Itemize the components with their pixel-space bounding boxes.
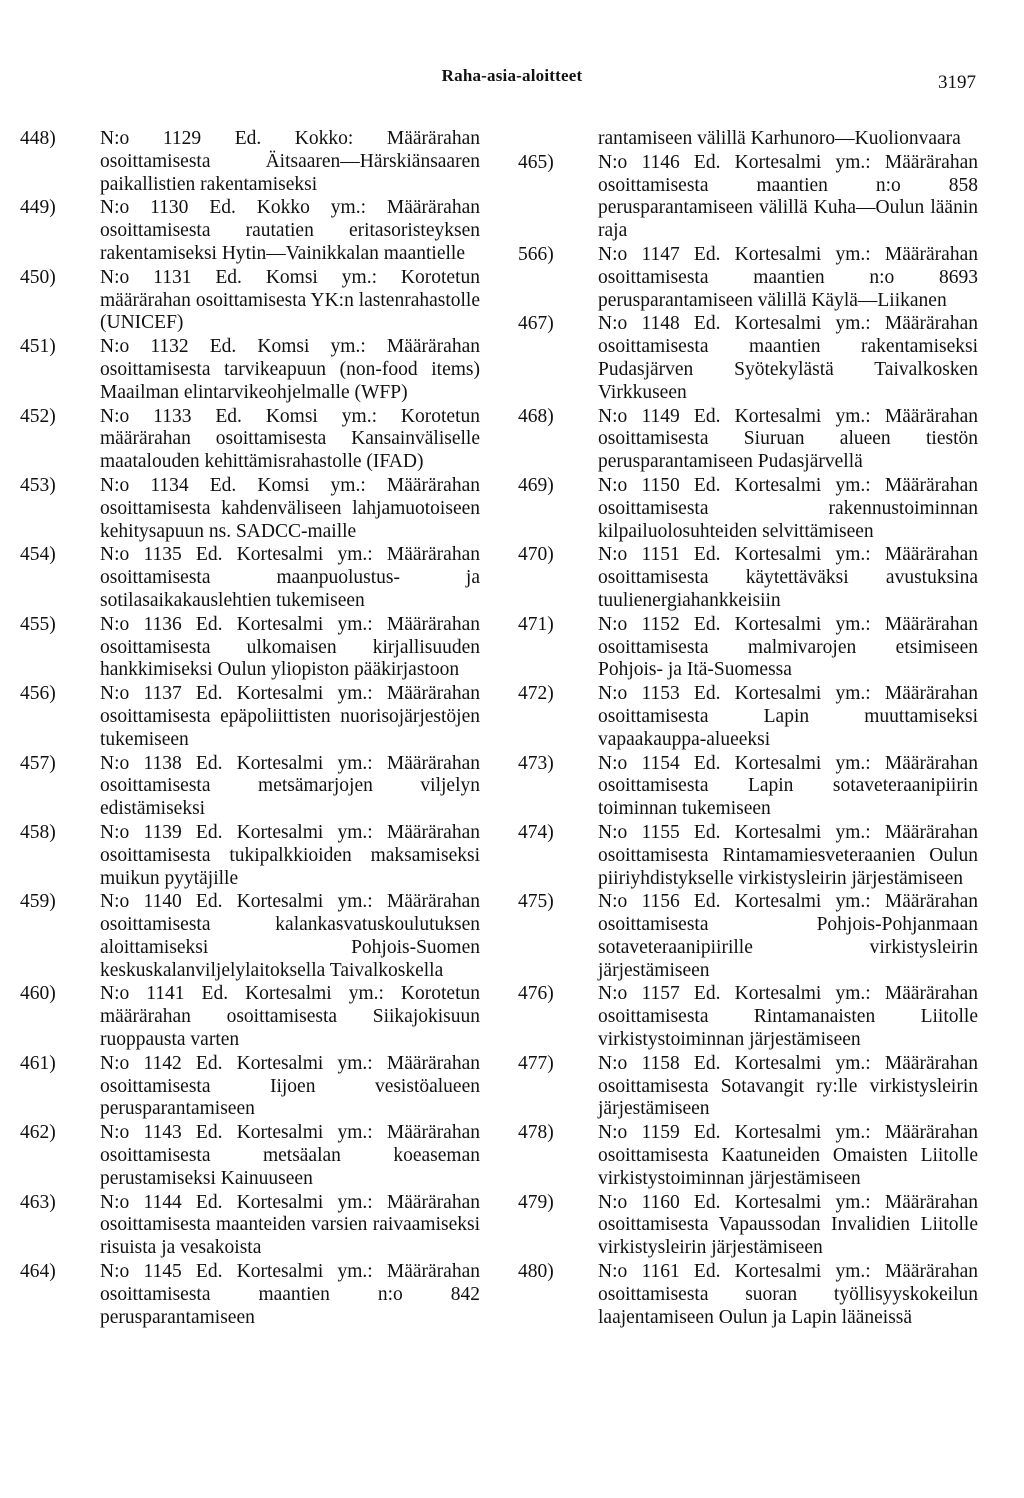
entry-number: 451) bbox=[20, 336, 56, 358]
entry-text: N:o 1155 Ed. Kortesalmi ym.: Määrärahan osoittamisesta Rintamamiesveteraanien Oulun piiriyhdistykselle virkistysleirin järjestämiseen bbox=[598, 821, 978, 889]
entry-number: 456) bbox=[20, 683, 56, 705]
entry-text: N:o 1142 Ed. Kortesalmi ym.: Määrärahan osoittamisesta Iijoen vesistöalueen perusparantamiseen bbox=[100, 1052, 480, 1120]
entry-number: 472) bbox=[518, 683, 554, 705]
list-item bbox=[518, 753, 978, 821]
entry-number: 463) bbox=[20, 1191, 56, 1213]
list-item bbox=[20, 983, 480, 1051]
entry-text: N:o 1154 Ed. Kortesalmi ym.: Määrärahan osoittamisesta Lapin sotaveteraanipiirin toiminnan tukemiseen bbox=[598, 752, 978, 820]
entry-text: N:o 1129 Ed. Kokko: Määrärahan osoittamisesta Äitsaaren—Härskiänsaaren paikallistien rakentamiseksi bbox=[100, 128, 480, 195]
list-item bbox=[20, 197, 480, 265]
list-item bbox=[20, 891, 480, 982]
list-item bbox=[20, 406, 480, 474]
entry-text: N:o 1156 Ed. Kortesalmi ym.: Määrärahan osoittamisesta Pohjois-Pohjanmaan sotaveteraanipiirille virkistysleirin järjestämiseen bbox=[598, 891, 978, 981]
entry-number: 478) bbox=[518, 1122, 554, 1144]
entry-text: N:o 1161 Ed. Kortesalmi ym.: Määrärahan osoittamisesta suoran työllisyyskokeilun laajentamiseen Oulun ja Lapin lääneissä bbox=[598, 1261, 978, 1328]
list-item bbox=[518, 1261, 978, 1329]
entry-text: N:o 1157 Ed. Kortesalmi ym.: Määrärahan osoittamisesta Rintamanaisten Liitolle virkistystoiminnan järjestämiseen bbox=[598, 983, 978, 1051]
entry-text: N:o 1146 Ed. Kortesalmi ym.: Määrärahan osoittamisesta maantien n:o 858 perusparantamiseen välillä Kuha—Oulun läänin raja bbox=[598, 151, 978, 242]
entry-text: N:o 1139 Ed. Kortesalmi ym.: Määrärahan osoittamisesta tukipalkkioiden maksamiseksi muikun pyytäjille bbox=[100, 821, 480, 889]
entry-number: 459) bbox=[20, 891, 56, 913]
entry-text: N:o 1140 Ed. Kortesalmi ym.: Määrärahan osoittamisesta kalankasvatuskoulutuksen aloittamiseksi Pohjois-Suomen keskuskalanviljelylaitoksella Taivalkoskella bbox=[100, 891, 480, 981]
entry-number: 457) bbox=[20, 752, 56, 774]
entry-text: N:o 1132 Ed. Komsi ym.: Määrärahan osoittamisesta tarvikeapuun (non-food items) Maailman elintarvikeohjelmalle (WFP) bbox=[100, 336, 480, 403]
entry-number: 450) bbox=[20, 266, 56, 288]
entry-text: N:o 1152 Ed. Kortesalmi ym.: Määrärahan osoittamisesta malmivarojen etsimiseen Pohjois- ja Itä-Suomessa bbox=[598, 613, 978, 681]
left-column bbox=[20, 128, 480, 1330]
entry-text: N:o 1133 Ed. Komsi ym.: Korotetun määrärahan osoittamisesta Kansainväliselle maatalouden kehittämisrahastolle (IFAD) bbox=[100, 405, 480, 473]
list-item bbox=[20, 683, 480, 751]
entry-text: N:o 1150 Ed. Kortesalmi ym.: Määrärahan osoittamisesta rakennustoiminnan kilpailuolosuhteiden selvittämiseen bbox=[598, 474, 978, 542]
list-item bbox=[20, 614, 480, 682]
list-item bbox=[20, 1261, 480, 1329]
entry-text: N:o 1135 Ed. Kortesalmi ym.: Määrärahan osoittamisesta maanpuolustus- ja sotilasaikakauslehtien tukemiseen bbox=[100, 544, 480, 611]
entry-text: N:o 1134 Ed. Komsi ym.: Määrärahan osoittamisesta kahdenväliseen lahjamuotoiseen kehitysapuun ns. SADCC-maille bbox=[100, 474, 480, 542]
entry-number: 473) bbox=[518, 752, 554, 774]
entry-number: 477) bbox=[518, 1052, 554, 1074]
entry-text: N:o 1153 Ed. Kortesalmi ym.: Määrärahan osoittamisesta Lapin muuttamiseksi vapaakauppa-alueeksi bbox=[598, 683, 978, 750]
entry-text: N:o 1144 Ed. Kortesalmi ym.: Määrärahan osoittamisesta maanteiden varsien raivaamiseksi risuista ja vesakoista bbox=[100, 1191, 480, 1259]
running-header: Raha-asia-aloitteet bbox=[441, 66, 583, 85]
entry-number: 464) bbox=[20, 1261, 56, 1283]
entry-number: 461) bbox=[20, 1052, 56, 1074]
list-item bbox=[518, 313, 978, 404]
entry-text: N:o 1136 Ed. Kortesalmi ym.: Määrärahan osoittamisesta ulkomaisen kirjallisuuden hankkimiseksi Oulun yliopiston pääkirjastoon bbox=[100, 613, 480, 681]
list-item bbox=[518, 891, 978, 982]
continued-entry-text: rantamiseen välillä Karhunoro—Kuolionvaara bbox=[598, 128, 961, 149]
entry-text: N:o 1141 Ed. Kortesalmi ym.: Korotetun määrärahan osoittamisesta Siikajokisuun ruoppausta varten bbox=[100, 983, 480, 1051]
list-item bbox=[20, 1192, 480, 1260]
entry-number: 471) bbox=[518, 613, 554, 635]
entry-number: 452) bbox=[20, 405, 56, 427]
entry-number: 469) bbox=[518, 474, 554, 496]
entry-text: N:o 1131 Ed. Komsi ym.: Korotetun määrärahan osoittamisesta YK:n lastenrahastolle (UNICEF) bbox=[100, 266, 480, 334]
entry-number: 470) bbox=[518, 544, 554, 566]
list-item bbox=[20, 336, 480, 404]
page-number: 3197 bbox=[938, 72, 976, 93]
entry-number: 465) bbox=[518, 151, 554, 173]
entry-number: 566) bbox=[518, 243, 554, 265]
list-item bbox=[518, 544, 978, 612]
entry-number: 449) bbox=[20, 197, 56, 219]
entry-text: N:o 1149 Ed. Kortesalmi ym.: Määrärahan osoittamisesta Siuruan alueen tiestön perusparantamiseen Pudasjärvellä bbox=[598, 405, 978, 473]
list-item bbox=[518, 983, 978, 1051]
entry-text: N:o 1159 Ed. Kortesalmi ym.: Määrärahan osoittamisesta Kaatuneiden Omaisten Liitolle virkistystoiminnan järjestämiseen bbox=[598, 1122, 978, 1189]
entry-number: 474) bbox=[518, 821, 554, 843]
entry-number: 480) bbox=[518, 1261, 554, 1283]
list-item bbox=[518, 1053, 978, 1121]
entry-number: 479) bbox=[518, 1191, 554, 1213]
list-item bbox=[518, 152, 978, 243]
list-item bbox=[20, 1122, 480, 1190]
list-item bbox=[518, 475, 978, 543]
entry-number: 476) bbox=[518, 983, 554, 1005]
right-column bbox=[518, 128, 978, 1330]
list-item bbox=[518, 244, 978, 312]
entry-text: N:o 1130 Ed. Kokko ym.: Määrärahan osoittamisesta rautatien eritasoristeyksen rakentamiseksi Hytin—Vainikkalan maantielle bbox=[100, 197, 480, 264]
entry-text: N:o 1160 Ed. Kortesalmi ym.: Määrärahan osoittamisesta Vapaussodan Invalidien Liitolle virkistysleirin järjestämiseen bbox=[598, 1191, 978, 1259]
entry-number: 453) bbox=[20, 474, 56, 496]
entry-number: 458) bbox=[20, 821, 56, 843]
entry-text: N:o 1148 Ed. Kortesalmi ym.: Määrärahan osoittamisesta maantien rakentamiseksi Pudasjärven Syötekylästä Taivalkosken Virkkuseen bbox=[598, 313, 978, 403]
list-item bbox=[20, 822, 480, 890]
list-item bbox=[20, 475, 480, 543]
entry-number: 475) bbox=[518, 891, 554, 913]
list-item bbox=[20, 1053, 480, 1121]
entry-number: 455) bbox=[20, 613, 56, 635]
list-item bbox=[518, 822, 978, 890]
list-item bbox=[20, 267, 480, 335]
entry-text: N:o 1143 Ed. Kortesalmi ym.: Määrärahan osoittamisesta metsäalan koeaseman perustamiseksi Kainuuseen bbox=[100, 1122, 480, 1189]
entry-text: N:o 1147 Ed. Kortesalmi ym.: Määrärahan osoittamisesta maantien n:o 8693 perusparantamiseen välillä Käylä—Liikanen bbox=[598, 243, 978, 311]
entry-number: 462) bbox=[20, 1122, 56, 1144]
list-item bbox=[20, 128, 480, 196]
entry-number: 448) bbox=[20, 128, 56, 149]
entry-text: N:o 1137 Ed. Kortesalmi ym.: Määrärahan osoittamisesta epäpoliittisten nuorisojärjestöjen tukemiseen bbox=[100, 683, 480, 750]
list-item bbox=[518, 1122, 978, 1190]
list-item bbox=[518, 406, 978, 474]
list-item bbox=[20, 544, 480, 612]
list-item bbox=[518, 1192, 978, 1260]
list-item bbox=[518, 683, 978, 751]
entry-text: N:o 1145 Ed. Kortesalmi ym.: Määrärahan osoittamisesta maantien n:o 842 perusparantamiseen bbox=[100, 1261, 480, 1328]
entry-text: N:o 1138 Ed. Kortesalmi ym.: Määrärahan osoittamisesta metsämarjojen viljelyn edistämiseksi bbox=[100, 752, 480, 820]
entry-number: 454) bbox=[20, 544, 56, 566]
entry-number: 467) bbox=[518, 313, 554, 335]
list-item bbox=[518, 614, 978, 682]
list-item bbox=[20, 753, 480, 821]
entry-number: 460) bbox=[20, 983, 56, 1005]
entry-text: N:o 1151 Ed. Kortesalmi ym.: Määrärahan osoittamisesta käytettäväksi avustuksina tuulienergiahankkeisiin bbox=[598, 544, 978, 611]
entry-text: N:o 1158 Ed. Kortesalmi ym.: Määrärahan osoittamisesta Sotavangit ry:lle virkistysleirin järjestämiseen bbox=[598, 1052, 978, 1120]
entry-number: 468) bbox=[518, 405, 554, 427]
